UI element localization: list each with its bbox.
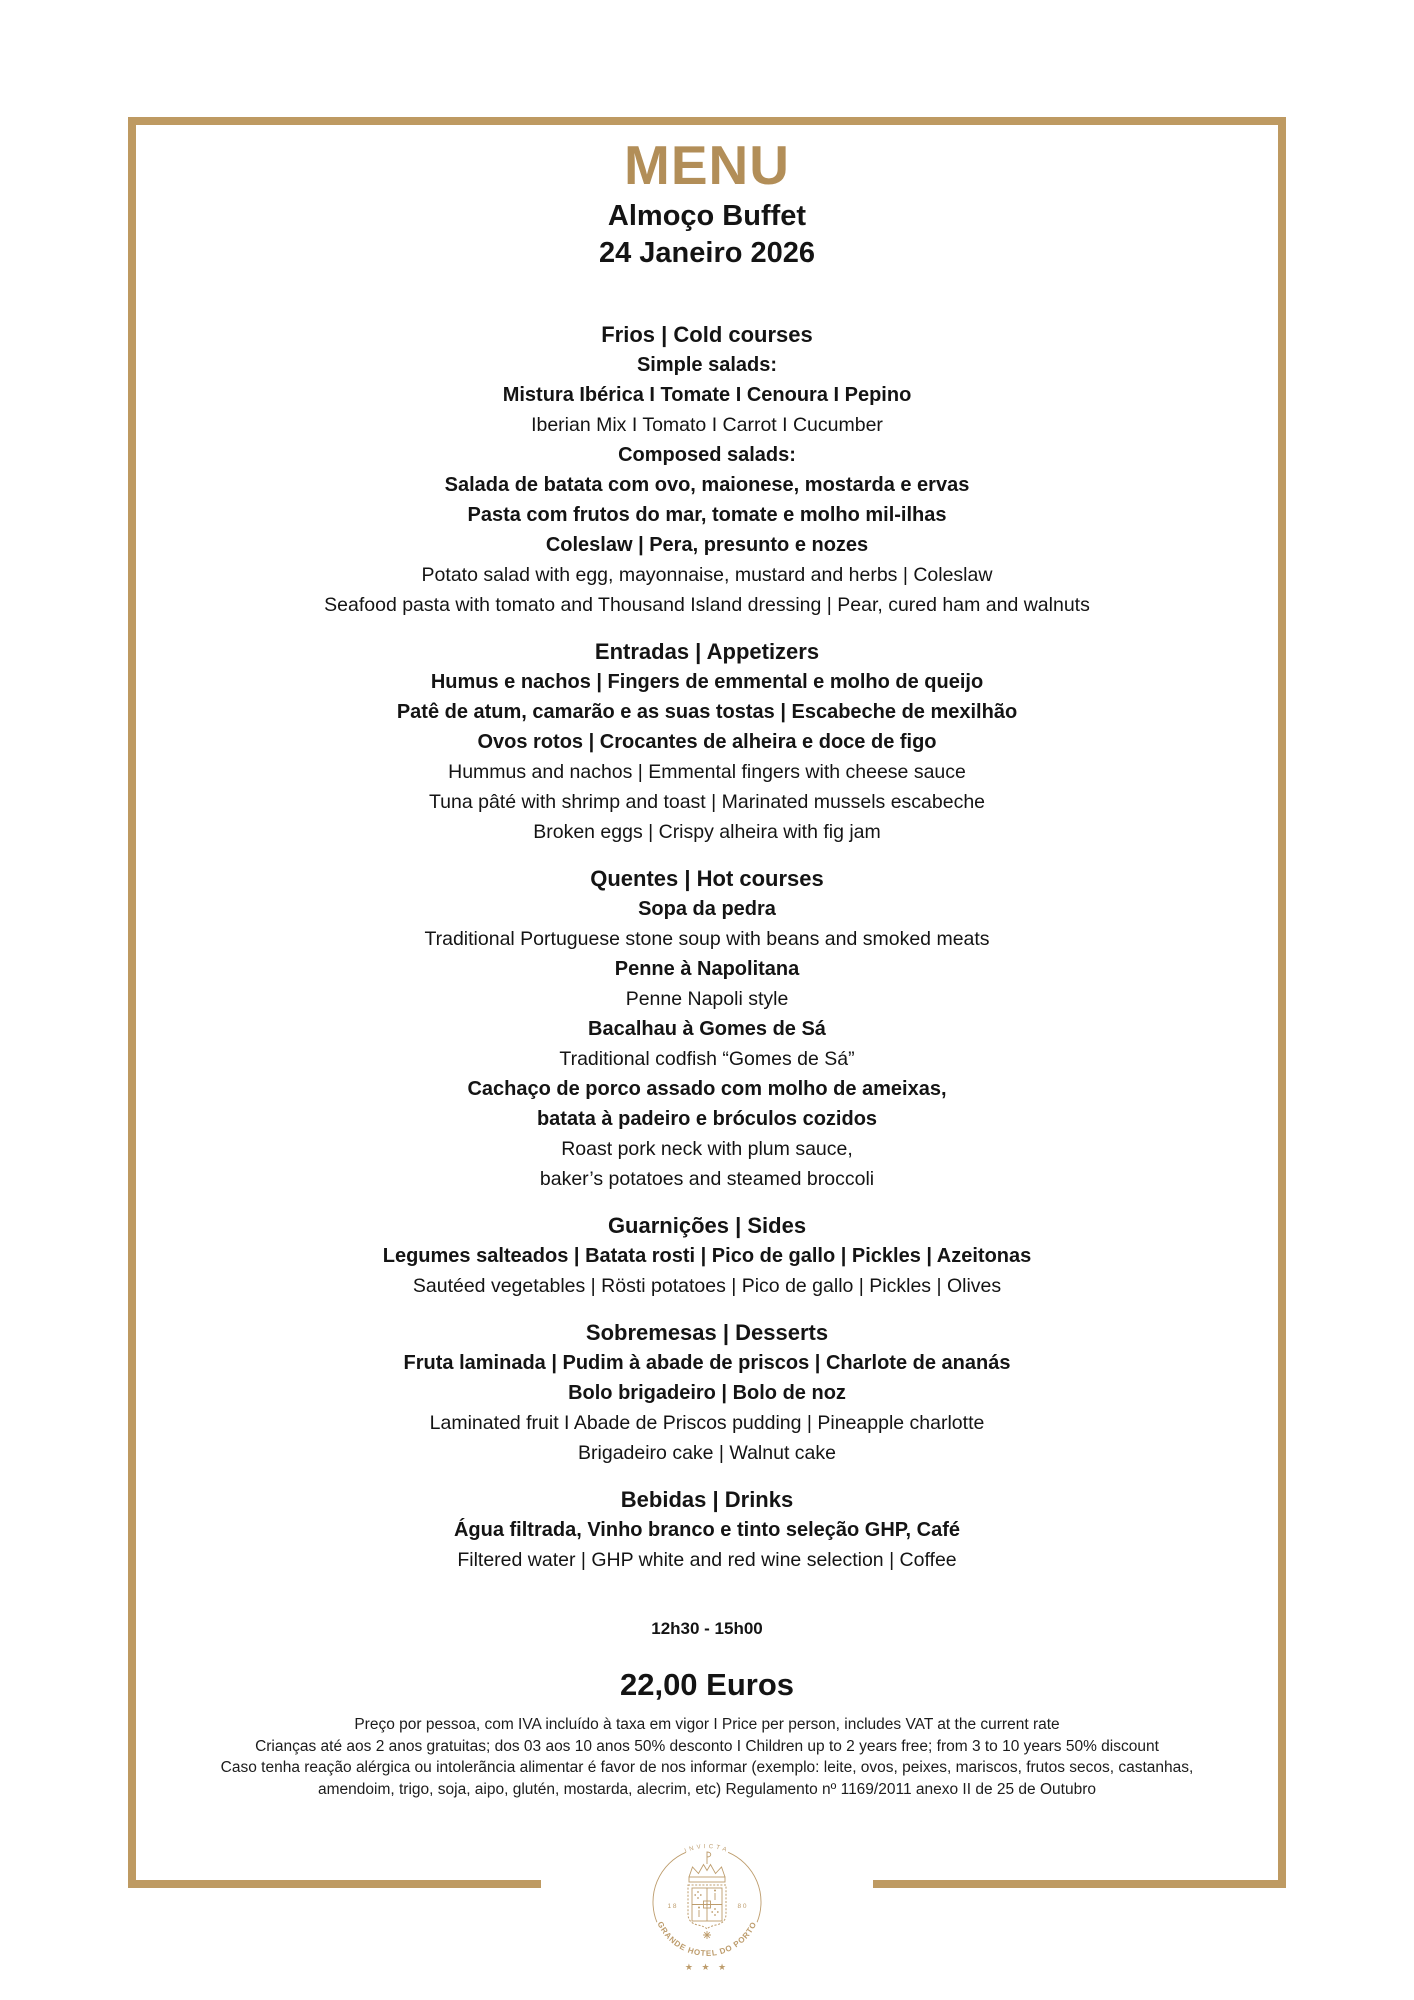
menu-item-en: Roast pork neck with plum sauce,: [561, 1138, 853, 1160]
menu-item-en: Brigadeiro cake | Walnut cake: [578, 1442, 836, 1464]
menu-item-en: Potato salad with egg, mayonnaise, mustard and herbs | Coleslaw: [421, 564, 993, 586]
menu-item-pt: Salada de batata com ovo, maionese, mostarda e ervas: [444, 474, 970, 496]
hotel-crest-icon: [632, 1830, 782, 1988]
menu-item-pt: Mistura Ibérica I Tomate I Cenoura I Pepino: [502, 384, 912, 406]
menu-item-pt: Coleslaw | Pera, presunto e nozes: [545, 534, 869, 556]
footer-note-line: Caso tenha reação alérgica ou intolerãncia alimentar é favor de nos informar (exemplo: leite, ovos, peixes, mariscos, frutos secos, castanhas,: [220, 1759, 1194, 1776]
menu-section: [0, 864, 1414, 1194]
menu-sections: [0, 320, 1414, 1575]
menu-item-pt: Fruta laminada | Pudim à abade de priscos | Charlote de ananás: [403, 1352, 1011, 1374]
menu-section: [0, 1485, 1414, 1575]
menu-item-pt: Cachaço de porco assado com molho de ameixas,: [467, 1078, 947, 1100]
ring-left-arc: [653, 1852, 686, 1922]
menu-item-pt: Ovos rotos | Crocantes de alheira e doce de figo: [477, 731, 937, 753]
star-icon: [703, 1931, 711, 1939]
footer-note-line: amendoim, trigo, soja, aipo, glutén, mostarda, alecrim, etc) Regulamento nº 1169/2011 anexo II de 25 de Outubro: [318, 1780, 1096, 1798]
section-heading: Quentes | Hot courses: [590, 866, 824, 891]
logo-stars: ★ ★ ★: [684, 1962, 730, 1972]
menu-date: 24 Janeiro 2026: [598, 237, 816, 269]
menu-item-pt: Legumes salteados | Batata rosti | Pico de gallo | Pickles | Azeitonas: [382, 1245, 1032, 1267]
menu-item-en: Traditional codfish “Gomes de Sá”: [559, 1048, 855, 1070]
menu-section: [0, 637, 1414, 847]
menu-subtitle: Almoço Buffet: [607, 200, 807, 232]
menu-item-en: Hummus and nachos | Emmental fingers with cheese sauce: [448, 761, 966, 783]
menu-item-en: Sautéed vegetables | Rösti potatoes | Pico de gallo | Pickles | Olives: [412, 1275, 1002, 1297]
menu-item-pt: Bolo brigadeiro | Bolo de noz: [568, 1382, 846, 1404]
section-heading: Frios | Cold courses: [601, 322, 813, 347]
footer-note-line: Preço por pessoa, com IVA incluído à taxa em vigor I Price per person, includes VAT at the current rate: [354, 1716, 1060, 1733]
shield-center-dot: [706, 1904, 708, 1906]
logo-motto-text: INVICTA: [683, 1843, 731, 1855]
logo-year-right: 8 0: [737, 1903, 747, 1910]
menu-item-en: Tuna pâté with shrimp and toast | Marinated mussels escabeche: [428, 791, 986, 813]
section-heading: Sobremesas | Desserts: [585, 1320, 829, 1345]
section-heading: Guarnições | Sides: [607, 1213, 807, 1238]
menu-item-en: Traditional Portuguese stone soup with beans and smoked meats: [424, 928, 990, 950]
menu-item-en: Iberian Mix I Tomato I Carrot I Cucumber: [531, 414, 883, 436]
menu-section: [0, 1318, 1414, 1468]
menu-item-en: Penne Napoli style: [625, 988, 789, 1010]
crown-band: [689, 1877, 725, 1882]
menu-section: [0, 1211, 1414, 1301]
menu-item-en: Seafood pasta with tomato and Thousand Island dressing | Pear, cured ham and walnuts: [324, 594, 1090, 616]
footer-note-line: Crianças até aos 2 anos gratuitas; dos 03 aos 10 anos 50% desconto I Children up to 2 years free; from 3 to 10 years 50% discount: [255, 1737, 1159, 1755]
menu-item-pt: Composed salads:: [618, 444, 796, 466]
footer-notes: [0, 1714, 1414, 1800]
crown-icon: [689, 1865, 725, 1878]
logo-year-left: 1 8: [667, 1903, 677, 1910]
menu-item-pt: Bacalhau à Gomes de Sá: [588, 1018, 826, 1040]
menu-item-en: Filtered water | GHP white and red wine selection | Coffee: [457, 1549, 957, 1571]
page-title: MENU: [624, 134, 790, 196]
menu-item-pt: Água filtrada, Vinho branco e tinto seleção GHP, Café: [453, 1519, 961, 1541]
menu-price: 22,00 Euros: [619, 1667, 795, 1702]
menu-item-pt: Simple salads:: [636, 354, 778, 376]
menu-item-pt: Sopa da pedra: [638, 898, 776, 920]
section-heading: Entradas | Appetizers: [594, 639, 820, 664]
menu-item-pt: Pasta com frutos do mar, tomate e molho mil-ilhas: [467, 504, 947, 526]
menu-item-en: Laminated fruit I Abade de Priscos pudding | Pineapple charlotte: [429, 1412, 985, 1434]
hotel-logo-badge: [541, 1830, 873, 1992]
crown-flag-icon: [707, 1852, 711, 1864]
serving-hours: 12h30 - 15h00: [651, 1619, 763, 1638]
ring-right-arc: [728, 1852, 761, 1922]
menu-item-pt: Penne à Napolitana: [614, 958, 800, 980]
menu-item-pt: Humus e nachos | Fingers de emmental e molho de queijo: [430, 671, 984, 693]
menu-item-en: baker’s potatoes and steamed broccoli: [539, 1168, 875, 1190]
menu-item-en: Broken eggs | Crispy alheira with fig jam: [533, 821, 881, 843]
menu-section: [0, 320, 1414, 620]
section-heading: Bebidas | Drinks: [620, 1487, 794, 1512]
menu-item-pt: Patê de atum, camarão e as suas tostas | Escabeche de mexilhão: [396, 701, 1018, 723]
menu-item-pt: batata à padeiro e bróculos cozidos: [536, 1108, 878, 1130]
logo-hotel-name-text: GRANDE HOTEL DO PORTO: [655, 1920, 759, 1958]
